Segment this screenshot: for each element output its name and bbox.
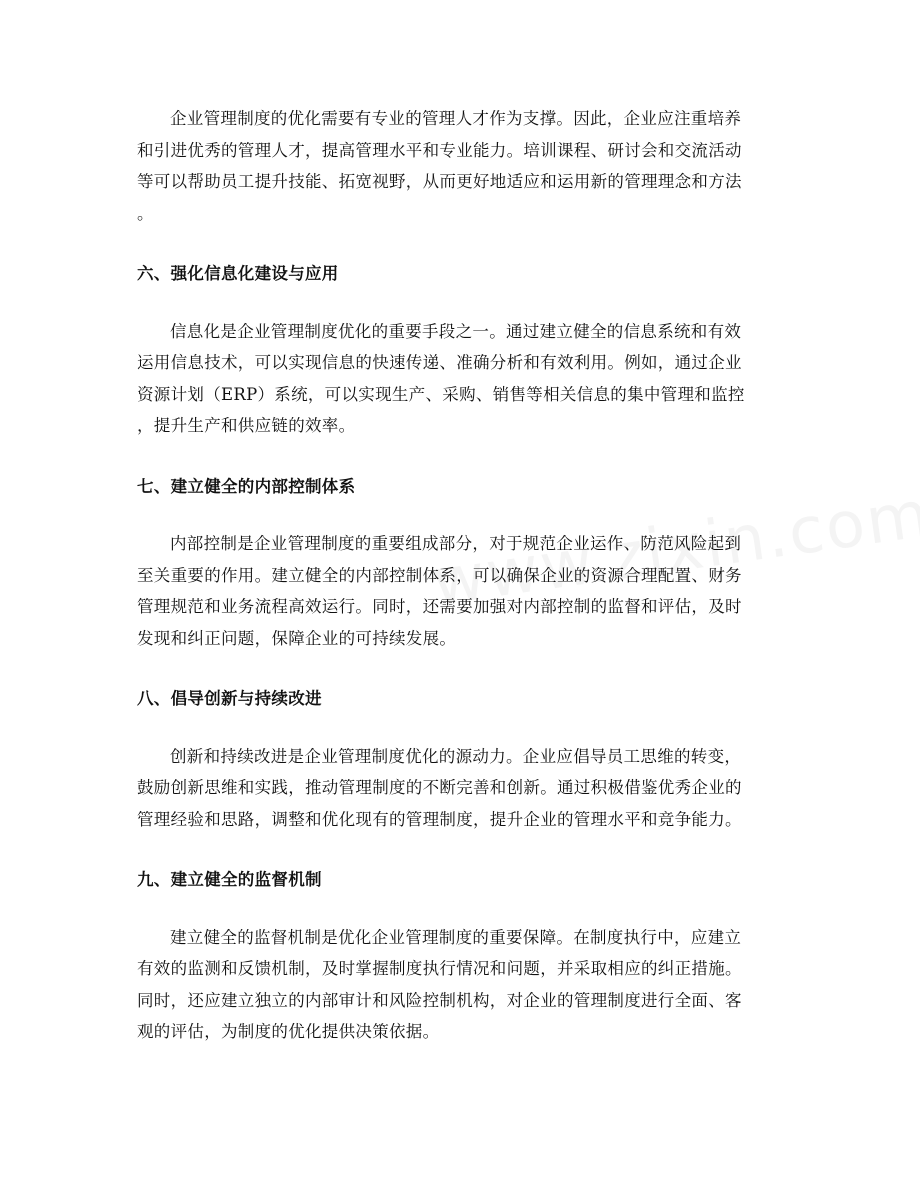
section-heading-7: 七、建立健全的内部控制体系 (137, 476, 356, 496)
paragraph-line: 企业管理制度的优化需要有专业的管理人才作为支撑。因此，企业应注重培养 (170, 109, 742, 128)
spacer (137, 290, 787, 316)
paragraph-line: 创新和持续改进是企业管理制度优化的源动力。企业应倡导员工思维的转变， (170, 746, 742, 766)
paragraph-line: 等可以帮助员工提升技能、拓宽视野，从而更好地适应和运用新的管理理念和方法 (137, 172, 742, 191)
paragraph-line: 观的评估，为制度的优化提供决策依据。 (137, 1022, 440, 1041)
paragraph-line: 发现和纠正问题，保障企业的可持续发展。 (137, 628, 457, 648)
spacer (137, 896, 787, 922)
paragraph-line: 管理经验和思路，调整和优化现有的管理制度，提升企业的管理水平和竞争能力。 (137, 809, 742, 829)
section-heading-6: 六、强化信息化建设与应用 (137, 264, 339, 283)
spacer (137, 654, 787, 683)
spacer (137, 229, 787, 258)
paragraph-line: 管理规范和业务流程高效运行。同时，还需要加强对内部控制的监督和评估，及时 (137, 597, 742, 616)
document-body (137, 103, 787, 1048)
section-heading-8: 八、倡导创新与持续改进 (137, 689, 322, 708)
spacer (137, 502, 787, 528)
paragraph-informatization (137, 316, 787, 442)
paragraph-line: 。 (137, 203, 154, 223)
paragraph-line: 信息化是企业管理制度优化的重要手段之一。通过建立健全的信息系统和有效 (170, 321, 742, 341)
paragraph-line: 至关重要的作用。建立健全的内部控制体系，可以确保企业的资源合理配置、财务 (137, 565, 742, 585)
paragraph-innovation (137, 741, 787, 836)
paragraph-line: 资源计划（ERP）系统，可以实现生产、采购、销售等相关信息的集中管理和监控 (137, 384, 745, 404)
paragraph-line: 同时，还应建立独立的内部审计和风险控制机构，对企业的管理制度进行全面、客 (137, 990, 742, 1010)
paragraph-line: 和引进优秀的管理人才，提高管理水平和专业能力。培训课程、研讨会和交流活动 (137, 140, 742, 160)
paragraph-line: 运用信息技术，可以实现信息的快速传递、准确分析和有效利用。例如，通过企业 (137, 353, 742, 372)
paragraph-line: 建立健全的监督机制是优化企业管理制度的重要保障。在制度执行中，应建立 (170, 927, 742, 947)
section-heading-9: 九、建立健全的监督机制 (137, 870, 322, 889)
paragraph-talent (137, 103, 787, 229)
paragraph-line: 有效的监测和反馈机制，及时掌握制度执行情况和问题，并采取相应的纠正措施。 (137, 959, 742, 978)
paragraph-line: 鼓励创新思维和实践，推动管理制度的不断完善和创新。通过积极借鉴优秀企业的 (137, 778, 742, 797)
spacer (137, 835, 787, 864)
spacer (137, 442, 787, 471)
paragraph-line: ，提升生产和供应链的效率。 (137, 416, 356, 435)
paragraph-supervision (137, 922, 787, 1048)
paragraph-internal-control (137, 528, 787, 654)
spacer (137, 715, 787, 741)
paragraph-line: 内部控制是企业管理制度的重要组成部分，对于规范企业运作、防范风险起到 (170, 534, 742, 553)
